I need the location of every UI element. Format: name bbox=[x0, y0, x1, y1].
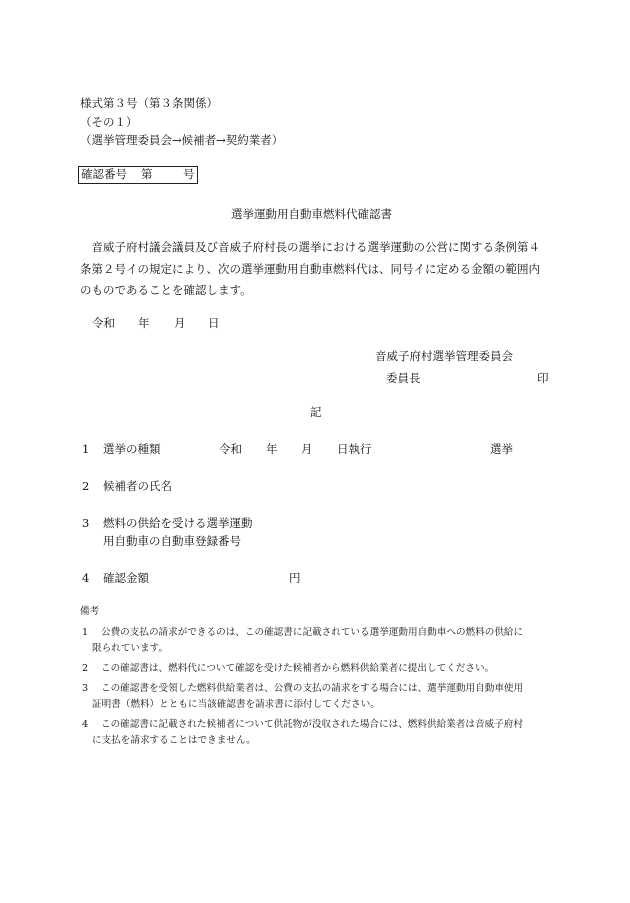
body-line: 条第２号イの規定により、次の選挙運動用自動車燃料代は、同号イに定める金額の範囲内 bbox=[80, 261, 540, 276]
item-1-day: 日執行 bbox=[337, 442, 372, 456]
date-year: 年 bbox=[138, 316, 150, 330]
item-4-number: 4 bbox=[82, 571, 90, 585]
confirmation-number-box bbox=[78, 166, 198, 184]
remark-3-line1: この確認書を受領した燃料供給業者は、公費の支払の請求をする場合には、選挙運動用自動車使用 bbox=[101, 683, 524, 694]
confirmation-number-go: 号 bbox=[183, 167, 195, 181]
item-4-label: 確認金額 bbox=[103, 571, 149, 585]
item-1-era: 令和 bbox=[219, 442, 242, 456]
remark-2-number: 2 bbox=[82, 663, 89, 674]
remark-3-number: 3 bbox=[82, 683, 89, 694]
issuer-seal: 印 bbox=[537, 371, 549, 385]
item-4-unit: 円 bbox=[289, 571, 301, 585]
remark-3-line2: 証明書（燃料）とともに当該確認書を請求書に添付してください。 bbox=[92, 699, 380, 710]
issuer-chair: 委員長 bbox=[386, 371, 421, 385]
date-month: 月 bbox=[174, 316, 186, 330]
confirmation-number-label: 確認番号 bbox=[81, 167, 127, 181]
item-2-label: 候補者の氏名 bbox=[103, 479, 172, 493]
body-line: 音威子府村議会議員及び音威子府村長の選挙における選挙運動の公営に関する条例第４ bbox=[80, 240, 540, 254]
item-1-label: 選挙の種類 bbox=[103, 442, 161, 456]
form-number: 様式第３号（第３条関係） bbox=[80, 96, 218, 110]
remark-4-line1: この確認書に記載された候補者について供託物が没収された場合には、燃料供給業者は音威子府村 bbox=[101, 719, 523, 730]
item-1-suffix: 選挙 bbox=[490, 442, 513, 456]
form-part: （その１） bbox=[80, 115, 138, 129]
body-line: のものであることを確認します。 bbox=[80, 283, 252, 297]
item-2-number: 2 bbox=[82, 479, 90, 493]
body-paragraph bbox=[80, 237, 560, 302]
item-1-number: 1 bbox=[82, 442, 90, 456]
remark-1-number: 1 bbox=[82, 627, 89, 638]
issuer-committee: 音威子府村選挙管理委員会 bbox=[375, 349, 513, 363]
remark-4-line2: に支払を請求することはできません。 bbox=[92, 735, 256, 746]
remark-2-line1: この確認書は、燃料代について確認を受けた候補者から燃料供給業者に提出してください。 bbox=[101, 663, 495, 674]
remark-1-line2: 限られています。 bbox=[92, 643, 168, 654]
item-1-year: 年 bbox=[266, 442, 278, 456]
form-flow: （選挙管理委員会→候補者→契約業者） bbox=[80, 133, 284, 147]
remark-1-line1: 公費の支払の請求ができるのは、この確認書に記載されている選挙運動用自動車への燃料の供給に bbox=[101, 627, 524, 638]
remark-4-number: 4 bbox=[82, 719, 89, 730]
remarks-title: 備考 bbox=[80, 606, 100, 617]
item-1-month: 月 bbox=[301, 442, 313, 456]
item-3-number: 3 bbox=[82, 516, 90, 530]
item-3-label-line2: 用自動車の自動車登録番号 bbox=[103, 534, 241, 548]
document-title: 選挙運動用自動車燃料代確認書 bbox=[231, 207, 392, 221]
ki-heading: 記 bbox=[310, 405, 322, 419]
confirmation-number-dai: 第 bbox=[141, 167, 153, 181]
item-3-label-line1: 燃料の供給を受ける選挙運動 bbox=[103, 516, 253, 530]
date-day: 日 bbox=[208, 316, 220, 330]
date-era: 令和 bbox=[92, 316, 115, 330]
